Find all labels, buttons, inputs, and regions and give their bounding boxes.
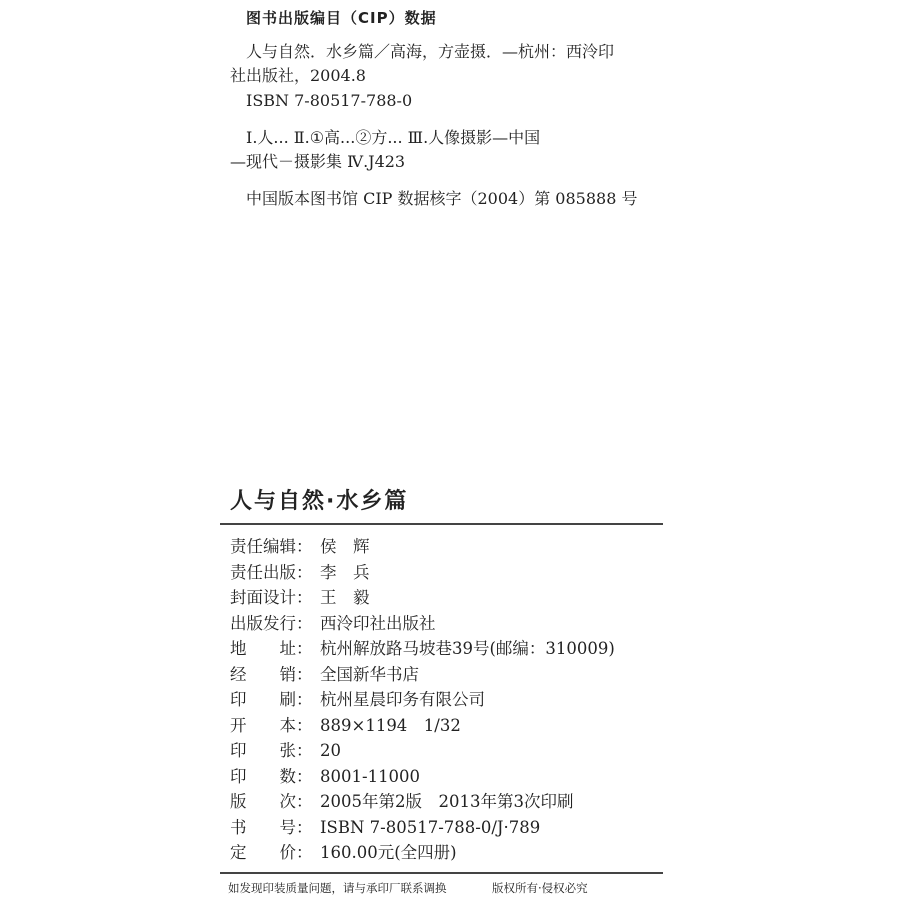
footer-quality-note: 如发现印装质量问题，请与承印厂联系调换 [228, 881, 447, 895]
detail-row [230, 535, 370, 559]
footer-copyright: 版权所有·侵权必究 [492, 881, 588, 895]
detail-row [230, 790, 573, 814]
detail-row [230, 561, 370, 585]
cip-line-1: 人与自然．水乡篇／高海，方壶摄．—杭州：西泠印 [246, 42, 615, 61]
detail-row [230, 841, 457, 865]
detail-row [230, 663, 419, 687]
detail-row [230, 586, 370, 610]
book-title: 人与自然·水乡篇 [230, 489, 409, 514]
detail-row [230, 714, 461, 738]
detail-label: 印 张： [230, 741, 313, 760]
detail-label: 开 本： [230, 715, 313, 735]
detail-label: 印 数： [230, 766, 313, 786]
detail-label: 地 址： [230, 639, 313, 658]
detail-row [230, 739, 341, 763]
detail-label: 出版发行： [230, 613, 313, 633]
detail-value: 8001-11000 [320, 766, 421, 786]
detail-value: 160.00元(全四册) [320, 843, 457, 862]
detail-label: 责任出版： [230, 562, 313, 582]
detail-value: 侯 辉 [320, 537, 370, 556]
detail-value: 杭州星晨印务有限公司 [320, 690, 485, 709]
cip-heading: 图书出版编目（CIP）数据 [246, 9, 437, 27]
cip-line-2: 社出版社，2004.8 [230, 66, 366, 85]
detail-value: 杭州解放路马坡巷39号(邮编：310009) [320, 639, 615, 658]
cip-class-1: Ⅰ.人... Ⅱ.①高...②方... Ⅲ.人像摄影—中国 [246, 128, 541, 147]
detail-label: 经 销： [230, 664, 313, 684]
detail-label: 封面设计： [230, 588, 313, 607]
cip-isbn: ISBN 7-80517-788-0 [246, 91, 413, 110]
cip-class-2: —现代－摄影集 Ⅳ.J423 [230, 152, 406, 171]
detail-label: 书 号： [230, 817, 313, 837]
detail-row [230, 765, 420, 789]
detail-row [230, 637, 615, 661]
detail-value: 2005年第2版 2013年第3次印刷 [320, 792, 574, 811]
detail-value: 李 兵 [320, 562, 370, 582]
detail-value: 全国新华书店 [320, 664, 419, 684]
detail-label: 定 价： [230, 843, 313, 862]
detail-row [230, 816, 540, 840]
detail-value: 20 [320, 741, 341, 760]
detail-label: 印 刷： [230, 690, 313, 709]
detail-row [230, 612, 436, 636]
divider-bottom [220, 872, 663, 874]
cip-record: 中国版本图书馆 CIP 数据核字（2004）第 085888 号 [246, 189, 638, 208]
detail-value: 西泠印社出版社 [320, 613, 436, 633]
detail-row [230, 688, 485, 712]
detail-label: 责任编辑： [230, 537, 313, 556]
detail-value: ISBN 7-80517-788-0/J·789 [320, 817, 541, 837]
detail-value: 889×1194 1/32 [320, 715, 461, 735]
detail-label: 版 次： [230, 792, 313, 811]
divider-top [220, 523, 663, 525]
detail-value: 王 毅 [320, 588, 370, 607]
